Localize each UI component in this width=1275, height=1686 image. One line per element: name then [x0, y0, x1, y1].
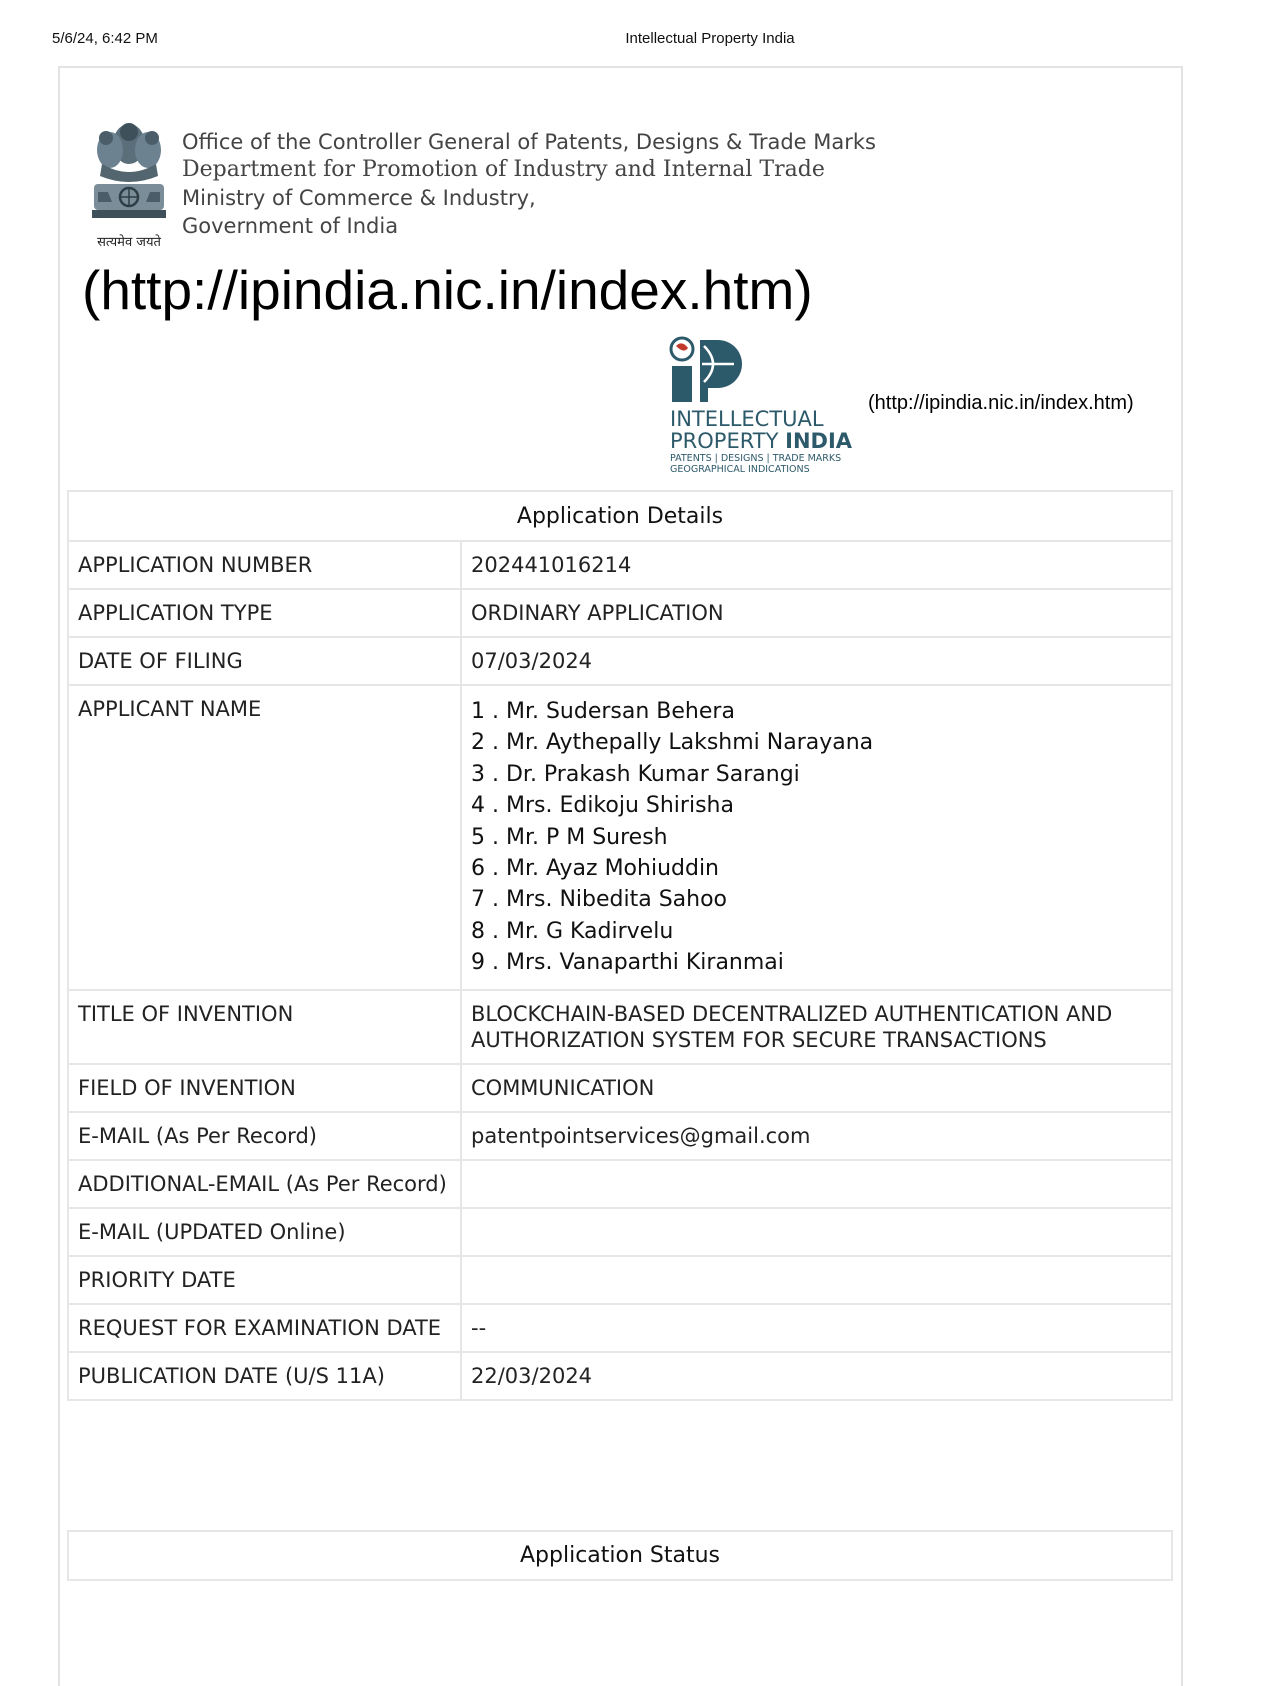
table-row	[68, 1304, 1172, 1352]
table-row	[68, 1256, 1172, 1304]
row-label: APPLICANT NAME	[68, 685, 461, 990]
office-line-department: Department for Promotion of Industry and Internal Trade	[182, 157, 825, 182]
table-row	[68, 1064, 1172, 1112]
table-row	[68, 541, 1172, 589]
emblem-motto: सत्यमेव जयते	[97, 235, 161, 250]
row-label: E-MAIL (UPDATED Online)	[68, 1208, 461, 1256]
home-link-small[interactable]: (http://ipindia.nic.in/index.htm)	[868, 392, 1134, 414]
email-value: patentpointservices@gmail.com	[461, 1112, 1172, 1160]
application-status-title: Application Status	[68, 1531, 1172, 1580]
examination-date-value: --	[461, 1304, 1172, 1352]
national-emblem-icon	[88, 114, 170, 260]
row-label: REQUEST FOR EXAMINATION DATE	[68, 1304, 461, 1352]
row-label: PRIORITY DATE	[68, 1256, 461, 1304]
publication-date-value: 22/03/2024	[461, 1352, 1172, 1400]
applicant-item: 9 . Mrs. Vanaparthi Kiranmai	[471, 950, 784, 976]
office-line-government: Government of India	[182, 214, 399, 238]
application-details-title: Application Details	[68, 491, 1172, 541]
print-datetime: 5/6/24, 6:42 PM	[52, 30, 158, 47]
application-number-value: 202441016214	[461, 541, 1172, 589]
office-line-ministry: Ministry of Commerce & Industry,	[182, 186, 536, 210]
applicant-item: 7 . Mrs. Nibedita Sahoo	[471, 887, 728, 913]
title-of-invention-value: BLOCKCHAIN-BASED DECENTRALIZED AUTHENTICATION AND AUTHORIZATION SYSTEM FOR SECURE TRANSACTIONS	[461, 990, 1172, 1064]
table-row	[68, 1352, 1172, 1400]
row-label: APPLICATION NUMBER	[68, 541, 461, 589]
table-row	[68, 990, 1172, 1064]
applicant-list	[461, 685, 1172, 990]
applicant-item: 4 . Mrs. Edikoju Shirisha	[471, 793, 734, 819]
ip-india-logo-icon	[668, 336, 868, 482]
applicant-item: 8 . Mr. G Kadirvelu	[471, 918, 674, 944]
logo-text-property-india: PROPERTY INDIA	[670, 429, 853, 453]
table-row	[68, 1208, 1172, 1256]
row-label: FIELD OF INVENTION	[68, 1064, 461, 1112]
table-row	[68, 1160, 1172, 1208]
row-label: TITLE OF INVENTION	[68, 990, 461, 1064]
row-label: APPLICATION TYPE	[68, 589, 461, 637]
home-link-large[interactable]: (http://ipindia.nic.in/index.htm)	[82, 259, 813, 321]
table-row	[68, 637, 1172, 685]
field-of-invention-value: COMMUNICATION	[461, 1064, 1172, 1112]
print-header	[0, 30, 1275, 50]
application-type-value: ORDINARY APPLICATION	[461, 589, 1172, 637]
date-of-filing-value: 07/03/2024	[461, 637, 1172, 685]
logo-text-gi: GEOGRAPHICAL INDICATIONS	[670, 464, 810, 475]
row-label: ADDITIONAL-EMAIL (As Per Record)	[68, 1160, 461, 1208]
row-label: DATE OF FILING	[68, 637, 461, 685]
applicant-item: 2 . Mr. Aythepally Lakshmi Narayana	[471, 730, 874, 756]
table-row	[68, 685, 1172, 990]
table-row	[68, 1112, 1172, 1160]
application-status-table	[67, 1530, 1173, 1581]
office-line-controller: Office of the Controller General of Patents, Designs & Trade Marks	[182, 130, 876, 154]
table-row	[68, 589, 1172, 637]
office-title-block	[182, 128, 876, 240]
priority-date-value	[461, 1256, 1172, 1304]
applicant-item: 6 . Mr. Ayaz Mohiuddin	[471, 856, 719, 882]
print-page-title: Intellectual Property India	[625, 30, 795, 47]
row-label: E-MAIL (As Per Record)	[68, 1112, 461, 1160]
email-updated-value	[461, 1208, 1172, 1256]
applicant-item: 1 . Mr. Sudersan Behera	[471, 699, 735, 724]
additional-email-value	[461, 1160, 1172, 1208]
application-details-table	[67, 490, 1173, 1401]
applicant-item: 3 . Dr. Prakash Kumar Sarangi	[471, 761, 800, 787]
applicant-item: 5 . Mr. P M Suresh	[471, 824, 668, 850]
row-label: PUBLICATION DATE (U/S 11A)	[68, 1352, 461, 1400]
logo-text-patents: PATENTS | DESIGNS | TRADE MARKS	[670, 453, 842, 464]
logo-text-intellectual: INTELLECTUAL	[670, 407, 824, 431]
